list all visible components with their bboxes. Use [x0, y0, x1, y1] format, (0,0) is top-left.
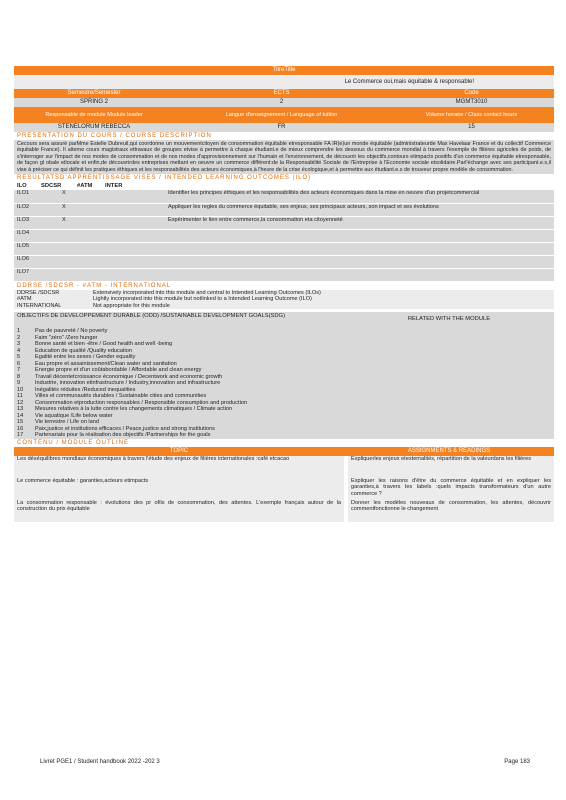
presentation-heading: PRESENTATION DU COURS / COURSE DESCRIPTION [17, 133, 212, 139]
ilo-id: ILO2 [14, 203, 50, 216]
sdg-goal: Industrie, innovation etinfrastructure / Industry,innovation and infrastructure [35, 380, 221, 387]
course-sheet [14, 66, 554, 522]
content-assignment: Expliquer les raisons d'être du commerce équitable et en expliquer les garanties,à travers les labels :quels impacts transformateurs d'un autre commerce ? [351, 477, 551, 497]
sdg-goal: Inégalités réduites /Reduced inequalities [35, 386, 136, 393]
outcomes-table [14, 190, 554, 282]
ilo-mark: X [50, 203, 165, 216]
ilo-row [14, 203, 554, 216]
ilo-row [14, 229, 554, 242]
sdg-number: 6 [17, 360, 21, 367]
ects-value: 2 [279, 99, 284, 105]
ilo-text [165, 255, 554, 268]
content-topic: Le commerce équitable : garanties,acteurs etimpacts [14, 478, 346, 500]
sdg-goal: Consommation etproduction responsables / Responsible consumption and production [35, 399, 248, 406]
sdg-block [14, 312, 554, 439]
outcomes-columns [14, 182, 554, 190]
sdg-goal: Bonne santé et bien -être / Good health and well -being [35, 341, 173, 348]
sdg-goal: Energie propre et d'un coûtabordable / Affordable and clean energy [35, 367, 202, 374]
ilo-id: ILO4 [14, 229, 50, 242]
sdg-header [14, 312, 554, 328]
legend-text: Extensively incorporated into this module and central to Intended Learning Outcomes (ILOs) [93, 289, 321, 296]
language-label: Langue d'enseignement / Language of tuition [225, 112, 338, 118]
sdg-related: RELATED WITH THE MODULE [407, 316, 491, 323]
sdg-number: 8 [17, 373, 21, 380]
code-label: Code [464, 90, 479, 96]
ilo-text: Appliquer les regles du commerce équitable, ses enjeux, ses principaux acteurs, son impact et ses évolutions [165, 203, 554, 216]
content-row [14, 500, 554, 522]
responsible-label: Responsable de module Module leader [45, 112, 143, 118]
hours-value: 15 [468, 124, 475, 130]
col-inter: INTER [105, 183, 123, 190]
sdg-number: 10 [17, 386, 24, 393]
sdg-number: 13 [17, 406, 24, 413]
sdg-goal: Education de qualité /Quality education [35, 347, 133, 354]
legend-key: DDRSE /SDCSR [17, 289, 60, 296]
col-sdcsr: SDCSR [41, 183, 62, 190]
sdg-goal: Villes et communautés durables / Sustainable cities and communities [35, 393, 207, 400]
legend-table [14, 290, 554, 310]
content-heading: CONTENU / MODULE OUTLINE [17, 439, 130, 446]
responsible-value: STENELORUM REBECCA [57, 124, 131, 130]
footer-handbook: Livret PGE1 / Student handbook 2022 -202 3 [40, 759, 160, 765]
content-assignment: Donner les modèles nouveaux de consommation, les attentes, découvrir commentfonctionne le changement [351, 499, 551, 513]
sdg-goal: Partenariats pour la réalisation des objectifs /Partnerships for the goals [35, 432, 211, 439]
content-row [14, 478, 554, 500]
meta-header-1 [14, 89, 554, 98]
ilo-id: ILO1 [14, 190, 50, 203]
legend-text: Lightly incorporated into this module but notlinked to a Intended Learning Outcome (ILO) [93, 296, 312, 303]
sdg-number: 1 [17, 328, 21, 335]
sdg-number: 3 [17, 341, 21, 348]
ilo-id: ILO6 [14, 255, 50, 268]
legend-heading: DDRSE /SDCSR - #ATM - INTERNATIONAL [17, 282, 172, 289]
ilo-id: ILO5 [14, 242, 50, 255]
legend-row [14, 303, 554, 310]
topic-label: TOPIC [169, 447, 189, 454]
sdg-number: 15 [17, 419, 24, 426]
ilo-text [165, 268, 554, 281]
page-footer [40, 759, 530, 765]
title-bar: TitreTitle [14, 66, 554, 75]
legend-key: INTERNATIONAL [17, 302, 62, 309]
ilo-mark [50, 229, 165, 242]
col-ilo: ILO [17, 183, 27, 190]
outcomes-heading: RESULTATSD'APPRENTISSAGE VISES / INTENDED LEARNING OUTCOMES (ILO) [17, 175, 312, 182]
ilo-mark [50, 255, 165, 268]
sdg-number: 12 [17, 399, 24, 406]
sdg-goal: Vie terrestre / Life on land [35, 419, 99, 426]
meta-header-2 [14, 107, 554, 123]
ilo-row [14, 268, 554, 281]
ilo-mark [50, 242, 165, 255]
sdg-goal: Vie aquatique /Life below water [35, 412, 113, 419]
course-title: Le Commerce oui,mais équitable & responsable! [344, 79, 474, 85]
ilo-mark: X [50, 216, 165, 229]
ilo-text: Expérimenter le lien entre commerce,la consommation eta citoyenneté [165, 216, 554, 229]
ilo-text [165, 229, 554, 242]
sdg-number: 14 [17, 412, 24, 419]
language-value: FR [277, 124, 286, 130]
legend-key: #ATM [17, 296, 32, 303]
presentation-text: Cecours sera assuré parMme Estelle Dubreuil,qui coordonne un mouvementcitoyen de consommation équitable etresponsable FA IR(e)un monde équitable (administrateurde Max Havelaar France et du collectif Commerce équitable France). Il alterne cours magistraux ettravaux de groupes etvise à permettre à chaque étudiant.e de mieux comprendre les dessous du commerce mondial à travers l'exemple de filières agricoles de poids, de s'interroger sur l'impact de nos modes de consommation et de nos modes d'approvisionnement sur l'humain et l'environnement, de découvrir les objectifs,contours etimpacts positifs d'un commerce équitable etresponsable, de façon gl obale etlocale et enfin,de découvrirdes entreprises mettant en oeuvre un commerce différent:de la Responsabilité Sociale de l'Entreprise à l'Economie sociale etsolidaire.Parl'échange avec ses participant.e.s,il vise à préciser ce qui définit les pratiques éthiques et les responsabilités des acteurs économiques,à l'heure de la crise écologique,et à permettre aux étudiant.e.s de trouveur propre modèle de consommation. [14, 140, 554, 174]
sdg-goal: Pas de pauvreté / No poverty [35, 328, 108, 335]
title-row [14, 75, 554, 89]
sdg-number: 2 [17, 334, 21, 341]
sdg-goal: Mesures relatives à la lutte contre les changements climatiques / Climate action [35, 406, 233, 413]
content-topic: La consommation responsable : évolutions des pr ofils de consommation, des attentes. L'exemple français autour de la construction du prix équitable [14, 500, 346, 522]
content-header [14, 447, 554, 456]
sdg-number: 16 [17, 425, 24, 432]
sdg-table [14, 328, 554, 439]
content-topic: Les déséquilibres mondiaux économiques à travers l'étude des enjeux de filières internationales :café etcacao [14, 456, 346, 478]
ilo-text: Identifier les principes éthiques et les responsabilités des acteurs économiques dans la mise en oeuvre d'un projetcommercial [165, 190, 554, 203]
sdg-number: 11 [17, 393, 23, 400]
sdg-heading: OBJECTIFS DE DEVELOPPEMENT DURABLE (ODD) /SUSTAINABLE DEVELOPMENT GOALS(SDG) [17, 313, 286, 320]
hours-label: Volume horaire / Class contact hours [425, 112, 518, 118]
ilo-row [14, 255, 554, 268]
legend-text: Not appropriate for this module [93, 302, 170, 309]
ilo-row [14, 190, 554, 203]
ilo-id: ILO3 [14, 216, 50, 229]
meta-values-2 [14, 123, 554, 132]
assign-label: ASSIGNMENTS & READINGS [407, 447, 491, 454]
sdg-number: 17 [17, 432, 24, 439]
ilo-mark [50, 268, 165, 281]
content-assignment: Expliquerles enjeux etextemalités, répartition de la valeurdans les filières [351, 455, 532, 462]
sdg-goal: Faim "zéro" /Zero hunger [35, 334, 98, 341]
sdg-number: 5 [17, 354, 21, 361]
ilo-row [14, 216, 554, 229]
ilo-id: ILO7 [14, 268, 50, 281]
sdg-goal: Travail décentetcroissance économique / Decentwork and economic growth [35, 373, 223, 380]
ilo-row [14, 242, 554, 255]
col-atm: #ATM [77, 183, 93, 190]
code-value: MGMT3010 [455, 99, 488, 105]
sdg-number: 9 [17, 380, 21, 387]
sdg-number: 4 [17, 347, 21, 354]
ilo-text [165, 242, 554, 255]
sdg-goal: Eau propre et assainissement/Clean water and sanitation [35, 360, 177, 367]
ects-label: ECTS [273, 90, 290, 96]
content-row [14, 456, 554, 478]
sdg-number: 7 [17, 367, 21, 374]
ilo-mark: X [50, 190, 165, 203]
meta-values-1 [14, 98, 554, 107]
semester-label: Semestre/Semester [67, 90, 121, 96]
sdg-goal: Egalité entre les sexes / Gender equality [35, 354, 136, 361]
sdg-goal: Paix,justice et institutions efficaces / Peace,justice and strong institutions [35, 425, 215, 432]
footer-page-number: Page 183 [504, 759, 530, 765]
content-table [14, 456, 554, 522]
semester-value: SPRING 2 [79, 99, 108, 105]
